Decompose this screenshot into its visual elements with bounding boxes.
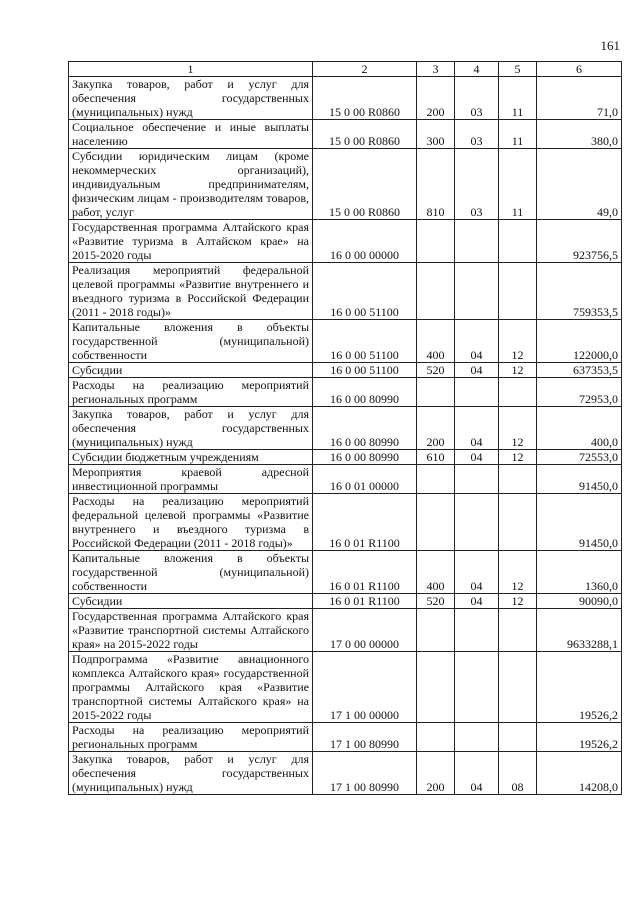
target-article-cell: 17 1 00 80990 — [313, 723, 417, 752]
expense-type-cell: 400 — [417, 551, 455, 594]
row-name-cell: Закупка товаров, работ и услуг для обеспечения государственных (муниципальных) нужд — [69, 752, 313, 795]
table-row — [69, 120, 622, 149]
subsection-cell — [499, 494, 537, 551]
target-article-cell: 16 0 00 80990 — [313, 378, 417, 407]
amount-cell: 923756,5 — [537, 220, 622, 263]
row-name-cell: Социальное обеспечение и иные выплаты населению — [69, 120, 313, 149]
subsection-cell: 11 — [499, 77, 537, 120]
table-row — [69, 723, 622, 752]
table-row — [69, 378, 622, 407]
amount-cell: 72553,0 — [537, 450, 622, 465]
expense-type-cell — [417, 494, 455, 551]
row-name-cell: Субсидии юридическим лицам (кроме некоммерческих организаций), индивидуальным предпринимателям, физическим лицам - производителям товаров, работ, услуг — [69, 149, 313, 220]
table-row — [69, 77, 622, 120]
table-row — [69, 363, 622, 378]
table-row — [69, 320, 622, 363]
subsection-cell — [499, 723, 537, 752]
section-cell: 04 — [455, 752, 499, 795]
table-row — [69, 652, 622, 723]
table-row — [69, 149, 622, 220]
amount-cell: 759353,5 — [537, 263, 622, 320]
target-article-cell: 15 0 00 R0860 — [313, 77, 417, 120]
row-name-cell: Субсидии — [69, 363, 313, 378]
table-row — [69, 594, 622, 609]
subsection-cell: 12 — [499, 363, 537, 378]
section-cell: 04 — [455, 320, 499, 363]
expense-type-cell — [417, 609, 455, 652]
amount-cell: 380,0 — [537, 120, 622, 149]
budget-table — [68, 61, 622, 795]
row-name-cell: Расходы на реализацию мероприятий федеральной целевой программы «Развитие внутреннего и въездного туризма в Российской Федерации (2011 - 2018 годы)» — [69, 494, 313, 551]
subsection-cell — [499, 220, 537, 263]
table-row — [69, 465, 622, 494]
expense-type-cell: 520 — [417, 594, 455, 609]
table-row — [69, 450, 622, 465]
subsection-cell — [499, 378, 537, 407]
table-row — [69, 609, 622, 652]
target-article-cell: 16 0 00 00000 — [313, 220, 417, 263]
target-article-cell: 16 0 01 R1100 — [313, 594, 417, 609]
section-cell: 03 — [455, 120, 499, 149]
subsection-cell: 12 — [499, 407, 537, 450]
subsection-cell: 12 — [499, 551, 537, 594]
section-cell: 04 — [455, 594, 499, 609]
expense-type-cell: 810 — [417, 149, 455, 220]
target-article-cell: 16 0 01 00000 — [313, 465, 417, 494]
section-cell — [455, 652, 499, 723]
subsection-cell: 11 — [499, 149, 537, 220]
section-cell — [455, 220, 499, 263]
expense-type-cell — [417, 220, 455, 263]
column-header: 5 — [499, 62, 537, 77]
section-cell: 03 — [455, 149, 499, 220]
amount-cell: 122000,0 — [537, 320, 622, 363]
row-name-cell: Расходы на реализацию мероприятий региональных программ — [69, 378, 313, 407]
table-row — [69, 752, 622, 795]
target-article-cell: 16 0 00 80990 — [313, 450, 417, 465]
target-article-cell: 16 0 00 51100 — [313, 320, 417, 363]
expense-type-cell: 400 — [417, 320, 455, 363]
section-cell: 04 — [455, 363, 499, 378]
target-article-cell: 17 0 00 00000 — [313, 609, 417, 652]
subsection-cell: 08 — [499, 752, 537, 795]
target-article-cell: 15 0 00 R0860 — [313, 149, 417, 220]
row-name-cell: Расходы на реализацию мероприятий региональных программ — [69, 723, 313, 752]
expense-type-cell — [417, 652, 455, 723]
section-cell: 04 — [455, 450, 499, 465]
column-header: 2 — [313, 62, 417, 77]
section-cell: 03 — [455, 77, 499, 120]
column-header: 4 — [455, 62, 499, 77]
amount-cell: 400,0 — [537, 407, 622, 450]
row-name-cell: Закупка товаров, работ и услуг для обеспечения государственных (муниципальных) нужд — [69, 77, 313, 120]
amount-cell: 19526,2 — [537, 723, 622, 752]
amount-cell: 90090,0 — [537, 594, 622, 609]
target-article-cell: 17 1 00 80990 — [313, 752, 417, 795]
table-row — [69, 551, 622, 594]
row-name-cell: Капитальные вложения в объекты государственной (муниципальной) собственности — [69, 320, 313, 363]
column-header: 6 — [537, 62, 622, 77]
expense-type-cell: 610 — [417, 450, 455, 465]
expense-type-cell — [417, 723, 455, 752]
section-cell — [455, 378, 499, 407]
subsection-cell — [499, 465, 537, 494]
section-cell — [455, 263, 499, 320]
target-article-cell: 15 0 00 R0860 — [313, 120, 417, 149]
row-name-cell: Капитальные вложения в объекты государственной (муниципальной) собственности — [69, 551, 313, 594]
amount-cell: 1360,0 — [537, 551, 622, 594]
amount-cell: 91450,0 — [537, 465, 622, 494]
amount-cell: 637353,5 — [537, 363, 622, 378]
expense-type-cell — [417, 263, 455, 320]
expense-type-cell: 200 — [417, 752, 455, 795]
target-article-cell: 16 0 00 51100 — [313, 263, 417, 320]
expense-type-cell: 300 — [417, 120, 455, 149]
table-row — [69, 494, 622, 551]
row-name-cell: Мероприятия краевой адресной инвестиционной программы — [69, 465, 313, 494]
page-number: 161 — [600, 38, 620, 53]
subsection-cell — [499, 609, 537, 652]
amount-cell: 19526,2 — [537, 652, 622, 723]
amount-cell: 72953,0 — [537, 378, 622, 407]
subsection-cell — [499, 652, 537, 723]
section-cell — [455, 465, 499, 494]
target-article-cell: 16 0 01 R1100 — [313, 494, 417, 551]
row-name-cell: Субсидии — [69, 594, 313, 609]
column-header: 3 — [417, 62, 455, 77]
amount-cell: 49,0 — [537, 149, 622, 220]
subsection-cell: 12 — [499, 450, 537, 465]
table-header-row — [69, 62, 622, 77]
section-cell — [455, 723, 499, 752]
expense-type-cell — [417, 378, 455, 407]
amount-cell: 71,0 — [537, 77, 622, 120]
target-article-cell: 16 0 01 R1100 — [313, 551, 417, 594]
expense-type-cell: 520 — [417, 363, 455, 378]
table-row — [69, 220, 622, 263]
expense-type-cell — [417, 465, 455, 494]
subsection-cell — [499, 263, 537, 320]
row-name-cell: Государственная программа Алтайского края «Развитие транспортной системы Алтайского края» на 2015-2022 годы — [69, 609, 313, 652]
row-name-cell: Закупка товаров, работ и услуг для обеспечения государственных (муниципальных) нужд — [69, 407, 313, 450]
subsection-cell: 12 — [499, 320, 537, 363]
row-name-cell: Реализация мероприятий федеральной целевой программы «Развитие внутреннего и въездного туризма в Российской Федерации (2011 - 2018 годы)» — [69, 263, 313, 320]
section-cell — [455, 494, 499, 551]
expense-type-cell: 200 — [417, 407, 455, 450]
section-cell: 04 — [455, 407, 499, 450]
row-name-cell: Государственная программа Алтайского края «Развитие туризма в Алтайском крае» на 2015-2020 годы — [69, 220, 313, 263]
column-header: 1 — [69, 62, 313, 77]
section-cell — [455, 609, 499, 652]
row-name-cell: Субсидии бюджетным учреждениям — [69, 450, 313, 465]
table-row — [69, 407, 622, 450]
amount-cell: 9633288,1 — [537, 609, 622, 652]
section-cell: 04 — [455, 551, 499, 594]
subsection-cell: 12 — [499, 594, 537, 609]
row-name-cell: Подпрограмма «Развитие авиационного комплекса Алтайского края» государственной программы Алтайского края «Развитие транспортной системы Алтайского края» на 2015-2022 годы — [69, 652, 313, 723]
target-article-cell: 16 0 00 80990 — [313, 407, 417, 450]
amount-cell: 14208,0 — [537, 752, 622, 795]
target-article-cell: 17 1 00 00000 — [313, 652, 417, 723]
table-row — [69, 263, 622, 320]
amount-cell: 91450,0 — [537, 494, 622, 551]
target-article-cell: 16 0 00 51100 — [313, 363, 417, 378]
expense-type-cell: 200 — [417, 77, 455, 120]
subsection-cell: 11 — [499, 120, 537, 149]
